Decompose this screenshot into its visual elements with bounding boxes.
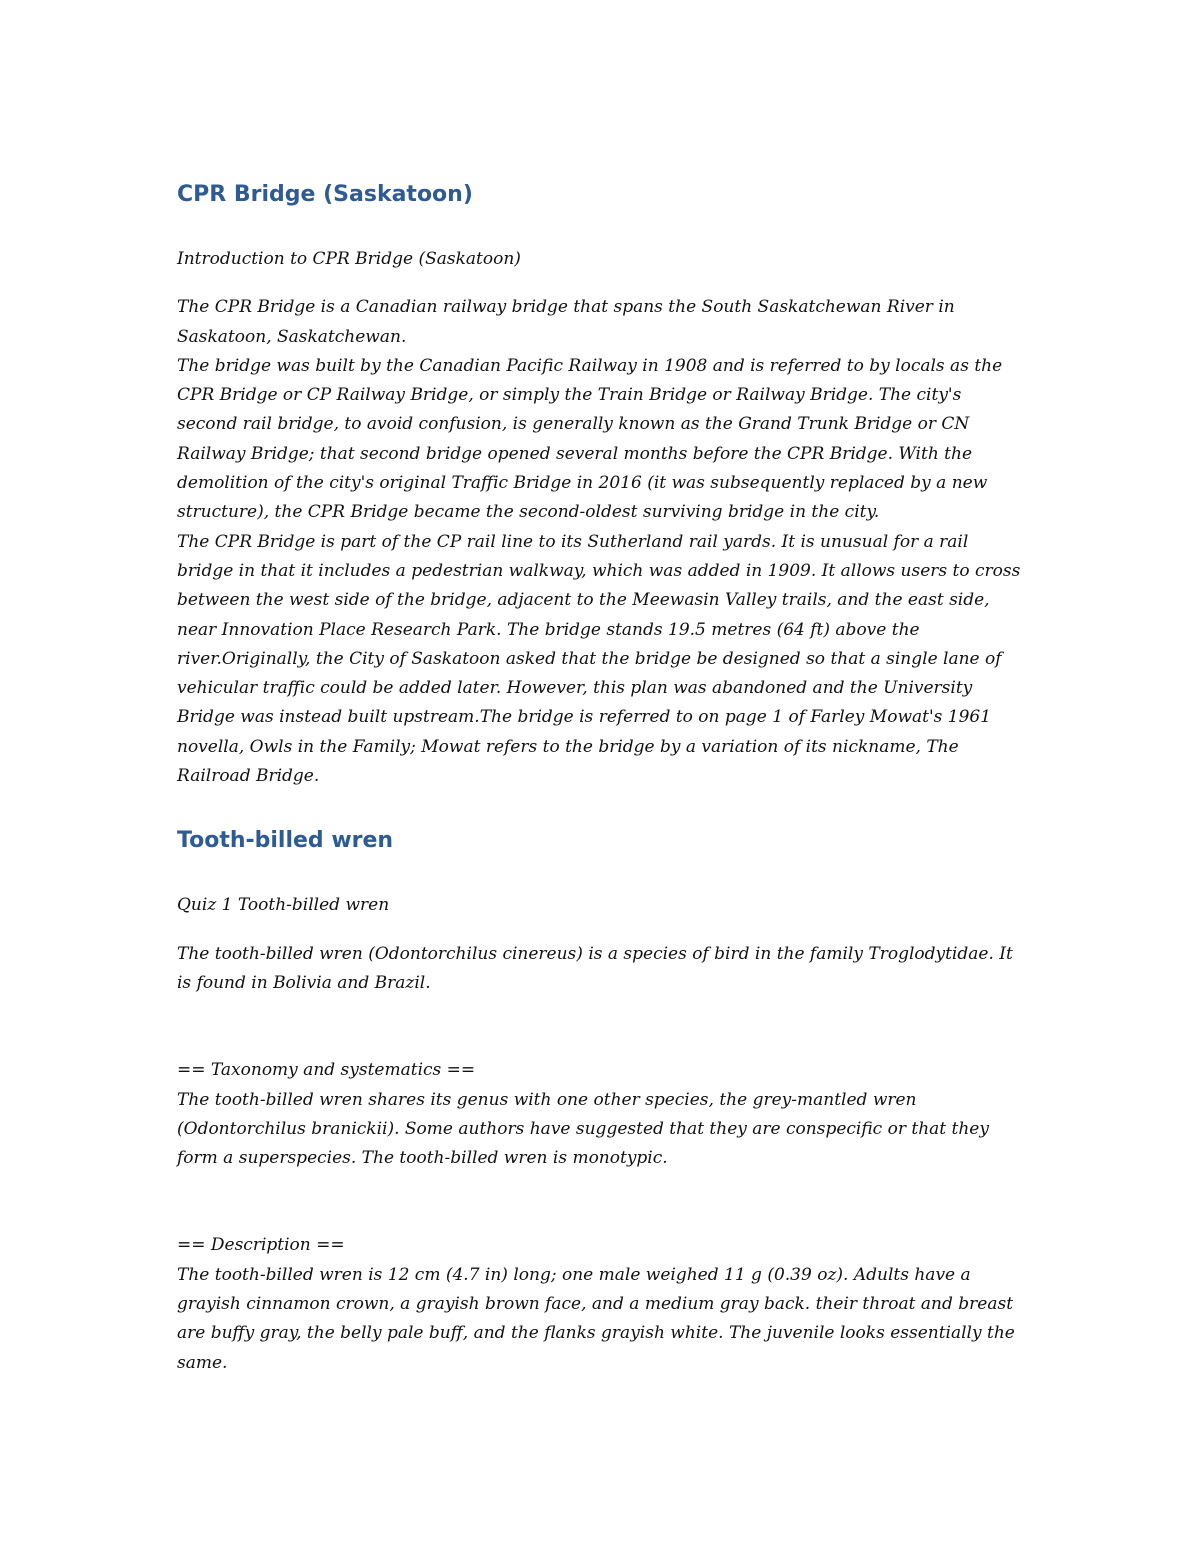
- section-subtitle-cpr-bridge: Introduction to CPR Bridge (Saskatoon): [177, 249, 521, 269]
- document-content: [177, 178, 1027, 1378]
- wren-description-heading: == Description ==: [177, 1235, 345, 1256]
- section-title-cpr-bridge: CPR Bridge (Saskatoon): [177, 182, 473, 207]
- wren-taxonomy-heading: == Taxonomy and systematics ==: [177, 1060, 476, 1081]
- section-title-tooth-billed-wren: Tooth-billed wren: [177, 828, 394, 854]
- paragraph-wren-taxonomy: The tooth-billed wren shares its genus with one other species, the grey-mantled wren (Odontorchilus branickii). Some authors have suggested that they are conspecific or that they form a superspecies. The tooth-billed wren is monotypic.: [177, 1089, 989, 1169]
- paragraph-wren-intro: The tooth-billed wren (Odontorchilus cinereus) is a species of bird in the family Troglodytidae. It is found in Bolivia and Brazil.: [177, 943, 1013, 993]
- paragraph-cpr-details: The CPR Bridge is part of the CP rail line to its Sutherland rail yards. It is unusual for a rail bridge in that it includes a pedestrian walkway, which was added in 1909. It allows users to cross between the west side of the bridge, adjacent to the Meewasin Valley trails, and the east side, near Innovation Place Research Park. The bridge stands 19.5 metres (64 ft) above the river.Originally, the City of Saskatoon asked that the bridge be designed so that a single lane of vehicular traffic could be added later. However, this plan was abandoned and the University Bridge was instead built upstream.The bridge is referred to on page 1 of Farley Mowat's 1961 novella, Owls in the Family; Mowat refers to the bridge by a variation of its nickname, The Railroad Bridge.: [177, 531, 1021, 787]
- section-subtitle-tooth-billed-wren: Quiz 1 Tooth-billed wren: [177, 895, 390, 916]
- paragraph-cpr-intro: The CPR Bridge is a Canadian railway bridge that spans the South Saskatchewan River in Saskatoon, Saskatchewan.: [177, 297, 955, 347]
- paragraph-wren-description: The tooth-billed wren is 12 cm (4.7 in) long; one male weighed 11 g (0.39 oz). Adults have a grayish cinnamon crown, a grayish brown face, and a medium gray back. their throat and breast are buffy gray, the belly pale buff, and the flanks grayish white. The juvenile looks essentially the same.: [177, 1264, 1015, 1373]
- paragraph-cpr-history: The bridge was built by the Canadian Pacific Railway in 1908 and is referred to by locals as the CPR Bridge or CP Railway Bridge, or simply the Train Bridge or Railway Bridge. The city's second rail bridge, to avoid confusion, is generally known as the Grand Trunk Bridge or CN Railway Bridge; that second bridge opened several months before the CPR Bridge. With the demolition of the city's original Traffic Bridge in 2016 (it was subsequently replaced by a new structure), the CPR Bridge became the second-oldest surviving bridge in the city.: [177, 355, 1003, 523]
